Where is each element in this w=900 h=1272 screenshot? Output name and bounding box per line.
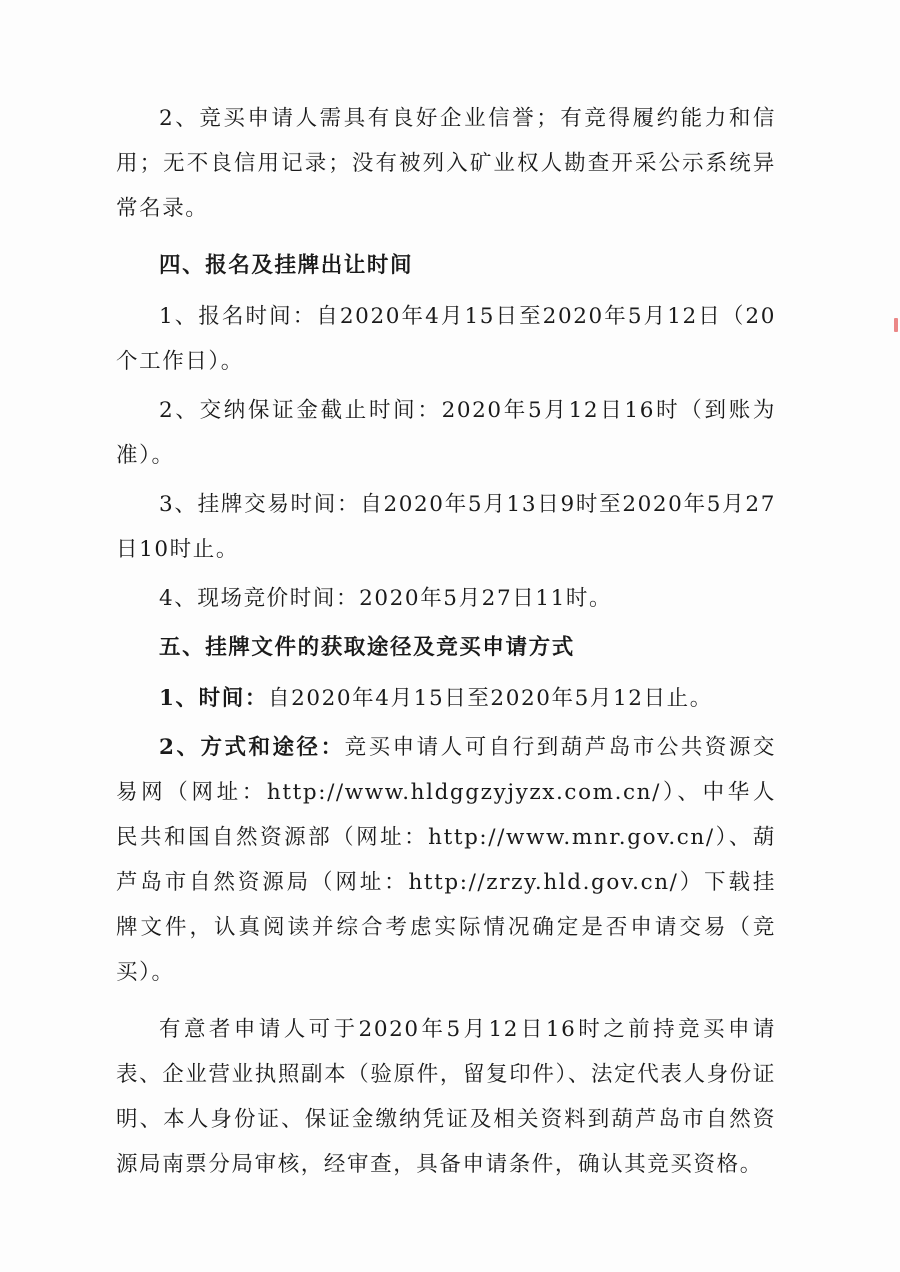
section-5-time-text: 自2020年4月15日至2020年5月12日止。 <box>267 686 713 711</box>
document-body <box>116 96 776 1199</box>
section-5-application: 有意者申请人可于2020年5月12日16时之前持竞买申请表、企业营业执照副本（验原件，留复印件）、法定代表人身份证明、本人身份证、保证金缴纳凭证及相关资料到葫芦岛市自然资源局南票分局审核，经审查，具备申请条件，确认其竞买资格。 <box>116 1017 776 1177</box>
section-4-item-4: 4、现场竞价时间：2020年5月27日11时。 <box>159 586 613 611</box>
section-4-item-2: 2、交纳保证金截止时间：2020年5月12日16时（到账为准）。 <box>116 398 776 468</box>
scan-ink-mark <box>894 318 898 332</box>
section-4-item-3: 3、挂牌交易时间：自2020年5月13日9时至2020年5月27日10时止。 <box>116 492 776 562</box>
section-4-item-1: 1、报名时间：自2020年4月15日至2020年5月12日（20个工作日）。 <box>116 304 776 374</box>
section-5-title: 五、挂牌文件的获取途径及竞买申请方式 <box>159 635 575 660</box>
section-5-method <box>116 725 776 995</box>
item-2-requirements: 2、竞买申请人需具有良好企业信誉；有竞得履约能力和信用；无不良信用记录；没有被列入矿业权人勘查开采公示系统异常名录。 <box>116 106 776 221</box>
section-5-method-text: 竞买申请人可自行到葫芦岛市公共资源交易网（网址：http://www.hldggzyjyzx.com.cn/）、中华人民共和国自然资源部（网址：http://www.mnr.gov.cn/）、葫芦岛市自然资源局（网址：http://zrzy.hld.gov.cn/）下载挂牌文件，认真阅读并综合考虑实际情况确定是否申请交易（竞买）。 <box>116 735 776 985</box>
section-5-time-lead: 1、时间： <box>159 686 268 711</box>
section-4-title: 四、报名及挂牌出让时间 <box>159 253 414 278</box>
section-5-method-lead: 2、方式和途径： <box>159 735 345 760</box>
section-5-time <box>116 676 776 721</box>
